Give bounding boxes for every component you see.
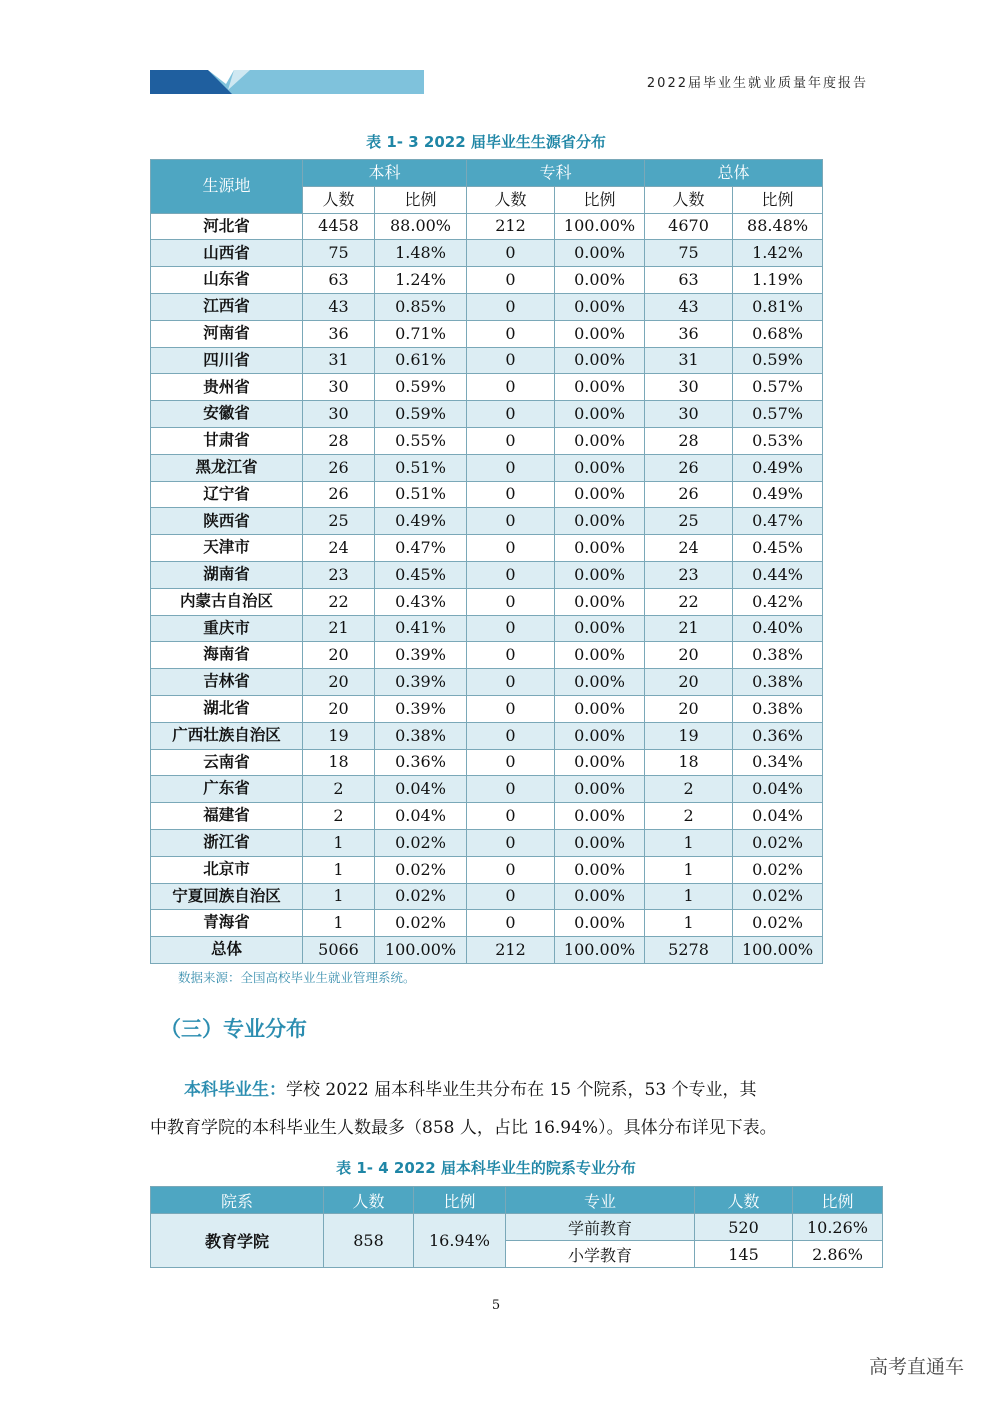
table-row bbox=[151, 856, 823, 883]
total-ratio-cell: 0.34% bbox=[733, 749, 823, 776]
benke-ratio-cell: 0.39% bbox=[375, 642, 467, 669]
province-cell: 贵州省 bbox=[151, 374, 303, 401]
header-ratio: 比例 bbox=[733, 186, 823, 213]
total-ratio-cell: 1.19% bbox=[733, 267, 823, 294]
benke-count-cell: 22 bbox=[303, 588, 375, 615]
zhuanke-ratio-cell: 0.00% bbox=[555, 267, 645, 294]
benke-count-cell: 1 bbox=[303, 883, 375, 910]
table-row bbox=[151, 642, 823, 669]
header-ratio: 比例 bbox=[555, 186, 645, 213]
benke-count-cell: 75 bbox=[303, 240, 375, 267]
total-ratio-cell: 0.02% bbox=[733, 910, 823, 937]
zhuanke-count-cell: 0 bbox=[467, 615, 555, 642]
province-cell: 河南省 bbox=[151, 320, 303, 347]
benke-count-cell: 19 bbox=[303, 722, 375, 749]
zhuanke-ratio-cell: 0.00% bbox=[555, 803, 645, 830]
zhuanke-count-cell: 0 bbox=[467, 401, 555, 428]
benke-count-cell: 23 bbox=[303, 561, 375, 588]
benke-ratio-cell: 0.02% bbox=[375, 829, 467, 856]
province-cell: 四川省 bbox=[151, 347, 303, 374]
zhuanke-ratio-cell: 100.00% bbox=[555, 213, 645, 240]
zhuanke-count-cell: 0 bbox=[467, 856, 555, 883]
province-cell: 吉林省 bbox=[151, 669, 303, 696]
total-count-cell: 31 bbox=[645, 347, 733, 374]
dept-name: 教育学院 bbox=[151, 1214, 324, 1268]
table-row bbox=[151, 213, 823, 240]
province-cell: 安徽省 bbox=[151, 401, 303, 428]
table-row bbox=[151, 910, 823, 937]
total-count-cell: 4670 bbox=[645, 213, 733, 240]
total-ratio-cell: 0.02% bbox=[733, 856, 823, 883]
table-row bbox=[151, 722, 823, 749]
table-row bbox=[151, 240, 823, 267]
zhuanke-ratio-cell: 0.00% bbox=[555, 776, 645, 803]
major-name: 学前教育 bbox=[506, 1214, 695, 1241]
benke-ratio-cell: 0.85% bbox=[375, 293, 467, 320]
benke-count-cell: 24 bbox=[303, 535, 375, 562]
province-cell: 青海省 bbox=[151, 910, 303, 937]
benke-count-cell: 20 bbox=[303, 669, 375, 696]
total-count-cell: 30 bbox=[645, 401, 733, 428]
total-ratio-cell: 0.44% bbox=[733, 561, 823, 588]
data-source-note: 数据来源：全国高校毕业生就业管理系统。 bbox=[178, 970, 416, 985]
total-ratio-cell: 0.04% bbox=[733, 776, 823, 803]
benke-count-cell: 1 bbox=[303, 910, 375, 937]
benke-ratio-cell: 0.43% bbox=[375, 588, 467, 615]
total-count-cell: 75 bbox=[645, 240, 733, 267]
table-row bbox=[151, 347, 823, 374]
province-cell: 天津市 bbox=[151, 535, 303, 562]
zhuanke-ratio-cell: 0.00% bbox=[555, 427, 645, 454]
zhuanke-ratio-cell: 0.00% bbox=[555, 240, 645, 267]
major-ratio: 2.86% bbox=[793, 1241, 883, 1268]
table-row bbox=[151, 829, 823, 856]
province-cell: 宁夏回族自治区 bbox=[151, 883, 303, 910]
total-ratio-cell: 0.36% bbox=[733, 722, 823, 749]
zhuanke-count-cell: 0 bbox=[467, 535, 555, 562]
benke-ratio-cell: 0.41% bbox=[375, 615, 467, 642]
benke-count-cell: 43 bbox=[303, 293, 375, 320]
paragraph-line-1 bbox=[150, 1071, 845, 1109]
province-cell: 云南省 bbox=[151, 749, 303, 776]
header-count: 人数 bbox=[645, 186, 733, 213]
zhuanke-ratio-cell: 0.00% bbox=[555, 722, 645, 749]
zhuanke-ratio-cell: 0.00% bbox=[555, 856, 645, 883]
province-cell: 广东省 bbox=[151, 776, 303, 803]
province-cell: 湖南省 bbox=[151, 561, 303, 588]
zhuanke-count-cell: 0 bbox=[467, 427, 555, 454]
total-count-cell: 20 bbox=[645, 695, 733, 722]
province-cell: 山西省 bbox=[151, 240, 303, 267]
header-count: 人数 bbox=[467, 186, 555, 213]
dept-count: 858 bbox=[324, 1214, 414, 1268]
header-major: 专业 bbox=[506, 1187, 695, 1214]
total-ratio-cell: 0.57% bbox=[733, 401, 823, 428]
table-row bbox=[151, 588, 823, 615]
total-count-cell: 20 bbox=[645, 642, 733, 669]
benke-count-cell: 2 bbox=[303, 803, 375, 830]
benke-ratio-cell: 0.47% bbox=[375, 535, 467, 562]
benke-count-cell: 30 bbox=[303, 374, 375, 401]
table-row bbox=[151, 401, 823, 428]
benke-count-cell: 21 bbox=[303, 615, 375, 642]
province-cell: 辽宁省 bbox=[151, 481, 303, 508]
header-count: 人数 bbox=[324, 1187, 414, 1214]
benke-ratio-cell: 0.51% bbox=[375, 454, 467, 481]
benke-count-cell: 2 bbox=[303, 776, 375, 803]
paragraph-text: 学校 2022 届本科毕业生共分布在 15 个院系，53 个专业，其 bbox=[286, 1080, 757, 1100]
total-count-cell: 1 bbox=[645, 829, 733, 856]
benke-ratio-cell: 0.02% bbox=[375, 883, 467, 910]
total-ratio-cell: 88.48% bbox=[733, 213, 823, 240]
province-cell: 江西省 bbox=[151, 293, 303, 320]
header-ratio: 比例 bbox=[414, 1187, 506, 1214]
province-cell: 福建省 bbox=[151, 803, 303, 830]
benke-count-cell: 28 bbox=[303, 427, 375, 454]
benke-ratio-cell: 0.02% bbox=[375, 856, 467, 883]
province-cell: 海南省 bbox=[151, 642, 303, 669]
table-row bbox=[151, 669, 823, 696]
total-ratio-cell: 0.49% bbox=[733, 454, 823, 481]
total-count-cell: 36 bbox=[645, 320, 733, 347]
table-row bbox=[151, 374, 823, 401]
header-origin: 生源地 bbox=[151, 160, 303, 214]
zhuanke-count-cell: 0 bbox=[467, 374, 555, 401]
benke-ratio-cell: 0.39% bbox=[375, 695, 467, 722]
total-ratio-cell: 0.47% bbox=[733, 508, 823, 535]
benke-count-cell: 25 bbox=[303, 508, 375, 535]
benke-ratio-cell: 0.38% bbox=[375, 722, 467, 749]
zhuanke-count-cell: 0 bbox=[467, 910, 555, 937]
benke-count-cell: 26 bbox=[303, 481, 375, 508]
zhuanke-count-cell: 0 bbox=[467, 481, 555, 508]
table-row bbox=[151, 535, 823, 562]
zhuanke-count-cell: 0 bbox=[467, 642, 555, 669]
zhuanke-count-cell: 0 bbox=[467, 588, 555, 615]
province-cell: 总体 bbox=[151, 937, 303, 964]
table-row bbox=[151, 561, 823, 588]
table-row bbox=[151, 695, 823, 722]
major-name: 小学教育 bbox=[506, 1241, 695, 1268]
total-count-cell: 22 bbox=[645, 588, 733, 615]
table-row bbox=[151, 481, 823, 508]
total-ratio-cell: 0.38% bbox=[733, 695, 823, 722]
header-dept: 院系 bbox=[151, 1187, 324, 1214]
benke-count-cell: 26 bbox=[303, 454, 375, 481]
total-ratio-cell: 0.45% bbox=[733, 535, 823, 562]
total-count-cell: 63 bbox=[645, 267, 733, 294]
zhuanke-count-cell: 0 bbox=[467, 722, 555, 749]
zhuanke-count-cell: 0 bbox=[467, 320, 555, 347]
header-group-benke: 本科 bbox=[303, 160, 467, 187]
total-ratio-cell: 0.02% bbox=[733, 829, 823, 856]
table-row bbox=[151, 267, 823, 294]
benke-count-cell: 36 bbox=[303, 320, 375, 347]
zhuanke-count-cell: 0 bbox=[467, 829, 555, 856]
page-number: 5 bbox=[491, 1298, 501, 1313]
table-row bbox=[151, 776, 823, 803]
benke-ratio-cell: 1.48% bbox=[375, 240, 467, 267]
benke-ratio-cell: 0.02% bbox=[375, 910, 467, 937]
total-ratio-cell: 0.42% bbox=[733, 588, 823, 615]
total-ratio-cell: 0.04% bbox=[733, 803, 823, 830]
total-count-cell: 23 bbox=[645, 561, 733, 588]
watermark-text: 高考直通车 bbox=[868, 1356, 964, 1378]
benke-ratio-cell: 0.36% bbox=[375, 749, 467, 776]
total-ratio-cell: 1.42% bbox=[733, 240, 823, 267]
report-title: 2022届毕业生就业质量年度报告 bbox=[646, 76, 868, 91]
zhuanke-count-cell: 0 bbox=[467, 749, 555, 776]
zhuanke-count-cell: 0 bbox=[467, 267, 555, 294]
province-cell: 北京市 bbox=[151, 856, 303, 883]
zhuanke-count-cell: 0 bbox=[467, 561, 555, 588]
total-ratio-cell: 0.59% bbox=[733, 347, 823, 374]
province-cell: 湖北省 bbox=[151, 695, 303, 722]
zhuanke-ratio-cell: 0.00% bbox=[555, 910, 645, 937]
total-count-cell: 24 bbox=[645, 535, 733, 562]
benke-count-cell: 20 bbox=[303, 695, 375, 722]
total-count-cell: 20 bbox=[645, 669, 733, 696]
benke-count-cell: 1 bbox=[303, 856, 375, 883]
table-row bbox=[151, 615, 823, 642]
province-cell: 甘肃省 bbox=[151, 427, 303, 454]
province-cell: 内蒙古自治区 bbox=[151, 588, 303, 615]
province-cell: 浙江省 bbox=[151, 829, 303, 856]
benke-ratio-cell: 1.24% bbox=[375, 267, 467, 294]
zhuanke-ratio-cell: 0.00% bbox=[555, 374, 645, 401]
benke-count-cell: 30 bbox=[303, 401, 375, 428]
total-count-cell: 2 bbox=[645, 803, 733, 830]
zhuanke-ratio-cell: 0.00% bbox=[555, 883, 645, 910]
benke-count-cell: 1 bbox=[303, 829, 375, 856]
total-ratio-cell: 0.38% bbox=[733, 669, 823, 696]
zhuanke-ratio-cell: 0.00% bbox=[555, 588, 645, 615]
total-ratio-cell: 0.68% bbox=[733, 320, 823, 347]
benke-ratio-cell: 88.00% bbox=[375, 213, 467, 240]
zhuanke-ratio-cell: 0.00% bbox=[555, 615, 645, 642]
zhuanke-count-cell: 0 bbox=[467, 508, 555, 535]
zhuanke-count-cell: 0 bbox=[467, 347, 555, 374]
total-count-cell: 43 bbox=[645, 293, 733, 320]
zhuanke-count-cell: 0 bbox=[467, 240, 555, 267]
zhuanke-ratio-cell: 0.00% bbox=[555, 669, 645, 696]
province-cell: 陕西省 bbox=[151, 508, 303, 535]
major-ratio: 10.26% bbox=[793, 1214, 883, 1241]
header-count: 人数 bbox=[303, 186, 375, 213]
total-ratio-cell: 0.57% bbox=[733, 374, 823, 401]
zhuanke-count-cell: 0 bbox=[467, 883, 555, 910]
header-ratio: 比例 bbox=[793, 1187, 883, 1214]
benke-ratio-cell: 0.49% bbox=[375, 508, 467, 535]
table-row bbox=[151, 803, 823, 830]
total-ratio-cell: 0.53% bbox=[733, 427, 823, 454]
benke-ratio-cell: 100.00% bbox=[375, 937, 467, 964]
benke-ratio-cell: 0.04% bbox=[375, 803, 467, 830]
zhuanke-ratio-cell: 0.00% bbox=[555, 320, 645, 347]
total-count-cell: 18 bbox=[645, 749, 733, 776]
total-count-cell: 2 bbox=[645, 776, 733, 803]
zhuanke-ratio-cell: 0.00% bbox=[555, 508, 645, 535]
department-major-table bbox=[150, 1186, 883, 1268]
paragraph-line-2: 中教育学院的本科毕业生人数最多（858 人，占比 16.94%）。具体分布详见下表。 bbox=[150, 1118, 777, 1138]
zhuanke-count-cell: 0 bbox=[467, 293, 555, 320]
benke-ratio-cell: 0.45% bbox=[375, 561, 467, 588]
table-row bbox=[151, 293, 823, 320]
zhuanke-ratio-cell: 0.00% bbox=[555, 749, 645, 776]
zhuanke-count-cell: 0 bbox=[467, 776, 555, 803]
zhuanke-ratio-cell: 0.00% bbox=[555, 829, 645, 856]
table-row bbox=[151, 427, 823, 454]
zhuanke-count-cell: 0 bbox=[467, 695, 555, 722]
zhuanke-count-cell: 0 bbox=[467, 803, 555, 830]
benke-ratio-cell: 0.59% bbox=[375, 374, 467, 401]
benke-count-cell: 18 bbox=[303, 749, 375, 776]
header-group-zhuanke: 专科 bbox=[467, 160, 645, 187]
table-row bbox=[151, 883, 823, 910]
major-count: 145 bbox=[695, 1241, 793, 1268]
total-count-cell: 5278 bbox=[645, 937, 733, 964]
zhuanke-ratio-cell: 0.00% bbox=[555, 695, 645, 722]
zhuanke-ratio-cell: 0.00% bbox=[555, 642, 645, 669]
header-group-total: 总体 bbox=[645, 160, 823, 187]
header-ratio: 比例 bbox=[375, 186, 467, 213]
zhuanke-ratio-cell: 100.00% bbox=[555, 937, 645, 964]
zhuanke-count-cell: 212 bbox=[467, 213, 555, 240]
benke-ratio-cell: 0.04% bbox=[375, 776, 467, 803]
total-count-cell: 21 bbox=[645, 615, 733, 642]
zhuanke-ratio-cell: 0.00% bbox=[555, 454, 645, 481]
benke-count-cell: 31 bbox=[303, 347, 375, 374]
table-1-4-caption: 表 1- 4 2022 届本科毕业生的院系专业分布 bbox=[336, 1159, 636, 1177]
benke-ratio-cell: 0.61% bbox=[375, 347, 467, 374]
zhuanke-count-cell: 0 bbox=[467, 454, 555, 481]
total-count-cell: 1 bbox=[645, 856, 733, 883]
province-distribution-table bbox=[150, 159, 823, 964]
province-cell: 河北省 bbox=[151, 213, 303, 240]
zhuanke-ratio-cell: 0.00% bbox=[555, 293, 645, 320]
table-row bbox=[151, 937, 823, 964]
benke-count-cell: 5066 bbox=[303, 937, 375, 964]
header-banner bbox=[150, 70, 424, 94]
zhuanke-ratio-cell: 0.00% bbox=[555, 561, 645, 588]
total-count-cell: 26 bbox=[645, 454, 733, 481]
table-row bbox=[151, 454, 823, 481]
total-ratio-cell: 0.49% bbox=[733, 481, 823, 508]
province-cell: 黑龙江省 bbox=[151, 454, 303, 481]
total-ratio-cell: 0.40% bbox=[733, 615, 823, 642]
paragraph-lead: 本科毕业生： bbox=[184, 1080, 286, 1100]
benke-ratio-cell: 0.39% bbox=[375, 669, 467, 696]
benke-ratio-cell: 0.51% bbox=[375, 481, 467, 508]
total-ratio-cell: 100.00% bbox=[733, 937, 823, 964]
total-count-cell: 25 bbox=[645, 508, 733, 535]
total-ratio-cell: 0.38% bbox=[733, 642, 823, 669]
zhuanke-ratio-cell: 0.00% bbox=[555, 401, 645, 428]
major-count: 520 bbox=[695, 1214, 793, 1241]
header-count: 人数 bbox=[695, 1187, 793, 1214]
zhuanke-count-cell: 212 bbox=[467, 937, 555, 964]
total-count-cell: 26 bbox=[645, 481, 733, 508]
benke-ratio-cell: 0.59% bbox=[375, 401, 467, 428]
dept-ratio: 16.94% bbox=[414, 1214, 506, 1268]
table-1-3-caption: 表 1- 3 2022 届毕业生生源省分布 bbox=[366, 133, 606, 151]
total-count-cell: 28 bbox=[645, 427, 733, 454]
section-heading: （三）专业分布 bbox=[160, 1017, 307, 1041]
total-count-cell: 19 bbox=[645, 722, 733, 749]
province-cell: 山东省 bbox=[151, 267, 303, 294]
zhuanke-ratio-cell: 0.00% bbox=[555, 535, 645, 562]
total-count-cell: 1 bbox=[645, 910, 733, 937]
benke-count-cell: 4458 bbox=[303, 213, 375, 240]
table-row bbox=[151, 320, 823, 347]
benke-ratio-cell: 0.71% bbox=[375, 320, 467, 347]
province-cell: 重庆市 bbox=[151, 615, 303, 642]
zhuanke-ratio-cell: 0.00% bbox=[555, 481, 645, 508]
table-row bbox=[151, 749, 823, 776]
benke-ratio-cell: 0.55% bbox=[375, 427, 467, 454]
total-ratio-cell: 0.81% bbox=[733, 293, 823, 320]
benke-count-cell: 20 bbox=[303, 642, 375, 669]
total-count-cell: 1 bbox=[645, 883, 733, 910]
total-ratio-cell: 0.02% bbox=[733, 883, 823, 910]
zhuanke-ratio-cell: 0.00% bbox=[555, 347, 645, 374]
benke-count-cell: 63 bbox=[303, 267, 375, 294]
total-count-cell: 30 bbox=[645, 374, 733, 401]
table-row bbox=[151, 508, 823, 535]
province-cell: 广西壮族自治区 bbox=[151, 722, 303, 749]
zhuanke-count-cell: 0 bbox=[467, 669, 555, 696]
